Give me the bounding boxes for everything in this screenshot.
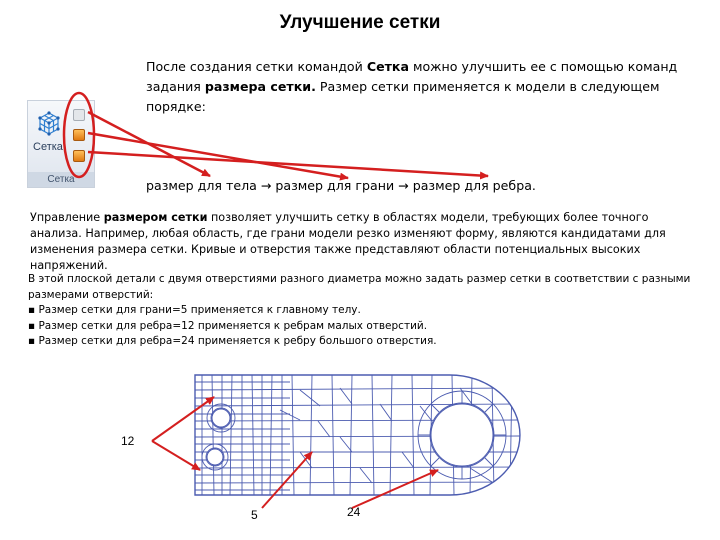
mesh-plate-figure <box>195 375 520 495</box>
callout-12-lower <box>152 441 200 470</box>
bullet-edge-small: ▪ Размер сетки для ребра=12 применяется к ребрам малых отверстий. <box>28 319 428 332</box>
intro-paragraph: После создания сетки командой Сетка можно улучшить ее с помощью команд задания размера сетки. Размер сетки применяется к модели в следующем порядке: <box>146 59 678 114</box>
ribbon-group-label: Сетка <box>28 172 94 187</box>
label-12: 12 <box>121 434 135 448</box>
callout-12-upper <box>152 397 214 441</box>
label-24: 24 <box>347 505 361 519</box>
page-title: Улучшение сетки <box>279 12 441 33</box>
highlight-ellipse <box>64 93 94 177</box>
mesh-control-paragraph: Управление размером сетки позволяет улучшить сетку в областях модели, требующих более точного анализа. Например, любая область, где грани модели резко изменяют форму, являются кандидатами для изменения размера сетки. Кривые и отверстия также представляют области потенциальных высоких напряжений. <box>30 211 666 272</box>
callout-24 <box>352 470 438 508</box>
bullet-face: ▪ Размер сетки для грани=5 применяется к главному телу. <box>28 304 361 316</box>
example-intro: В этой плоской детали с двумя отверстиями разного диаметра можно задать размер сетки в соответствии с разными размерами отверстий: <box>28 273 691 301</box>
label-5: 5 <box>251 508 258 522</box>
arrow-edge <box>88 152 488 176</box>
mesh-button-label[interactable]: Сетка <box>33 141 63 153</box>
order-sequence: размер для тела → размер для грани → размер для ребра. <box>146 178 536 193</box>
bullet-edge-large: ▪ Размер сетки для ребра=24 применяется к ребру большого отверстия. <box>28 335 437 347</box>
